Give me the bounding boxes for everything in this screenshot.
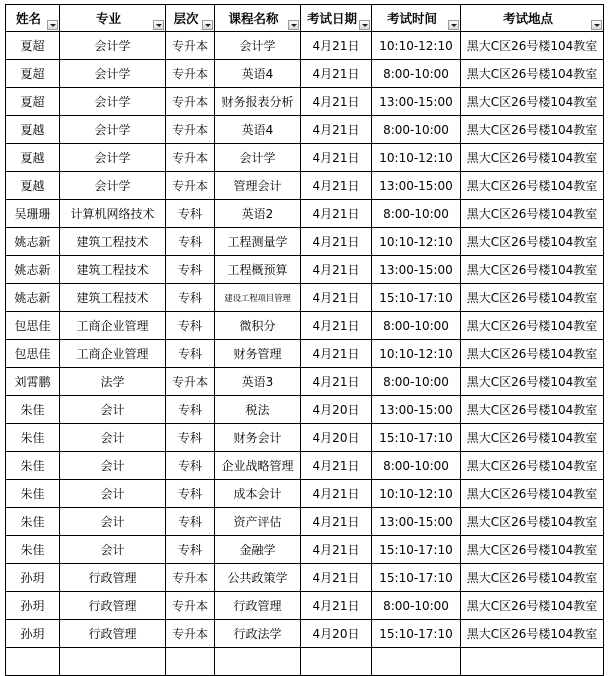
cell-course[interactable]: 会计学: [215, 32, 301, 60]
table-row: [6, 88, 604, 116]
filter-dropdown-icon[interactable]: [448, 20, 459, 30]
table-row: [6, 116, 604, 144]
cell-course[interactable]: 公共政策学: [215, 564, 301, 592]
cell-course[interactable]: 英语2: [215, 200, 301, 228]
cell-major[interactable]: 工商企业管理: [60, 312, 166, 340]
cell-exam-date[interactable]: 4月20日: [301, 424, 372, 452]
cell-major[interactable]: 会计: [60, 508, 166, 536]
header-major: 专业: [60, 5, 166, 32]
cell-exam-location[interactable]: 黑大C区26号楼104教室: [461, 284, 604, 312]
cell-exam-location[interactable]: 黑大C区26号楼104教室: [461, 60, 604, 88]
cell-name[interactable]: 姚志新: [6, 256, 60, 284]
cell-exam-time[interactable]: 13:00-15:00: [372, 256, 461, 284]
cell-course[interactable]: 工程概预算: [215, 256, 301, 284]
cell-exam-time[interactable]: 15:10-17:10: [372, 536, 461, 564]
cell-exam-time[interactable]: 8:00-10:00: [372, 592, 461, 620]
header-level: 层次: [166, 5, 215, 32]
cell-exam-date[interactable]: 4月21日: [301, 340, 372, 368]
cell-exam-location[interactable]: 黑大C区26号楼104教室: [461, 200, 604, 228]
cell-exam-location[interactable]: 黑大C区26号楼104教室: [461, 144, 604, 172]
cell-course[interactable]: 税法: [215, 396, 301, 424]
cell-exam-time[interactable]: 15:10-17:10: [372, 424, 461, 452]
empty-cell: [215, 648, 301, 676]
cell-major[interactable]: 会计学: [60, 172, 166, 200]
cell-name[interactable]: 姚志新: [6, 228, 60, 256]
cell-exam-location[interactable]: 黑大C区26号楼104教室: [461, 564, 604, 592]
cell-exam-location[interactable]: 黑大C区26号楼104教室: [461, 256, 604, 284]
cell-name[interactable]: 夏越: [6, 172, 60, 200]
cell-level[interactable]: 专升本: [166, 368, 215, 396]
cell-exam-date[interactable]: 4月21日: [301, 564, 372, 592]
cell-exam-time[interactable]: 10:10-12:10: [372, 340, 461, 368]
cell-name[interactable]: 吴珊珊: [6, 200, 60, 228]
table-row: [6, 536, 604, 564]
cell-course[interactable]: 成本会计: [215, 480, 301, 508]
cell-exam-date[interactable]: 4月21日: [301, 32, 372, 60]
cell-exam-location[interactable]: 黑大C区26号楼104教室: [461, 88, 604, 116]
cell-exam-location[interactable]: 黑大C区26号楼104教室: [461, 452, 604, 480]
filter-dropdown-icon[interactable]: [47, 20, 58, 30]
cell-name[interactable]: 夏超: [6, 60, 60, 88]
cell-major[interactable]: 会计: [60, 480, 166, 508]
header-course: 课程名称: [215, 5, 301, 32]
table-row: [6, 228, 604, 256]
cell-major[interactable]: 会计学: [60, 60, 166, 88]
cell-exam-date[interactable]: 4月21日: [301, 480, 372, 508]
cell-level[interactable]: 专升本: [166, 564, 215, 592]
filter-dropdown-icon[interactable]: [359, 20, 370, 30]
cell-exam-location[interactable]: 黑大C区26号楼104教室: [461, 172, 604, 200]
cell-exam-time[interactable]: 10:10-12:10: [372, 228, 461, 256]
cell-exam-location[interactable]: 黑大C区26号楼104教室: [461, 536, 604, 564]
cell-exam-date[interactable]: 4月21日: [301, 452, 372, 480]
cell-exam-time[interactable]: 15:10-17:10: [372, 620, 461, 648]
header-exam-time: 考试时间: [372, 5, 461, 32]
header-exam-location: 考试地点: [461, 5, 604, 32]
cell-major[interactable]: 行政管理: [60, 592, 166, 620]
cell-level[interactable]: 专升本: [166, 620, 215, 648]
cell-course[interactable]: 微积分: [215, 312, 301, 340]
cell-exam-location[interactable]: 黑大C区26号楼104教室: [461, 312, 604, 340]
cell-level[interactable]: 专科: [166, 424, 215, 452]
cell-course[interactable]: 财务会计: [215, 424, 301, 452]
cell-exam-time[interactable]: 15:10-17:10: [372, 564, 461, 592]
cell-level[interactable]: 专升本: [166, 116, 215, 144]
cell-exam-time[interactable]: 8:00-10:00: [372, 452, 461, 480]
filter-dropdown-icon[interactable]: [288, 20, 299, 30]
cell-level[interactable]: 专科: [166, 396, 215, 424]
cell-exam-date[interactable]: 4月21日: [301, 536, 372, 564]
cell-major[interactable]: 计算机网络技术: [60, 200, 166, 228]
cell-exam-time[interactable]: 15:10-17:10: [372, 284, 461, 312]
table-row: [6, 508, 604, 536]
table-row: [6, 172, 604, 200]
table-header: [6, 5, 604, 32]
cell-exam-time[interactable]: 13:00-15:00: [372, 508, 461, 536]
empty-cell: [301, 648, 372, 676]
cell-name[interactable]: 刘霄鹏: [6, 368, 60, 396]
cell-name[interactable]: 夏超: [6, 32, 60, 60]
table-row: [6, 312, 604, 340]
cell-exam-date[interactable]: 4月21日: [301, 60, 372, 88]
cell-course[interactable]: 财务管理: [215, 340, 301, 368]
cell-course[interactable]: 英语3: [215, 368, 301, 396]
table-row: [6, 144, 604, 172]
table-row: [6, 284, 604, 312]
cell-level[interactable]: 专科: [166, 452, 215, 480]
table-row-partial: [6, 648, 604, 676]
cell-major[interactable]: 行政管理: [60, 620, 166, 648]
cell-level[interactable]: 专升本: [166, 592, 215, 620]
cell-course[interactable]: 行政法学: [215, 620, 301, 648]
cell-name[interactable]: 朱佳: [6, 424, 60, 452]
cell-exam-date[interactable]: 4月21日: [301, 508, 372, 536]
cell-exam-time[interactable]: 8:00-10:00: [372, 60, 461, 88]
header-row: [6, 5, 604, 32]
cell-exam-date[interactable]: 4月21日: [301, 284, 372, 312]
cell-level[interactable]: 专科: [166, 284, 215, 312]
cell-exam-date[interactable]: 4月21日: [301, 312, 372, 340]
cell-name[interactable]: 朱佳: [6, 480, 60, 508]
cell-major[interactable]: 建筑工程技术: [60, 256, 166, 284]
table-row: [6, 32, 604, 60]
cell-level[interactable]: 专升本: [166, 172, 215, 200]
cell-name[interactable]: 包思佳: [6, 340, 60, 368]
empty-cell: [6, 648, 60, 676]
cell-course[interactable]: 管理会计: [215, 172, 301, 200]
cell-exam-time[interactable]: 10:10-12:10: [372, 480, 461, 508]
cell-level[interactable]: 专升本: [166, 60, 215, 88]
cell-name[interactable]: 夏越: [6, 144, 60, 172]
cell-exam-date[interactable]: 4月21日: [301, 144, 372, 172]
filter-dropdown-icon[interactable]: [591, 20, 602, 30]
cell-exam-time[interactable]: 10:10-12:10: [372, 32, 461, 60]
cell-name[interactable]: 孙玥: [6, 564, 60, 592]
cell-exam-date[interactable]: 4月21日: [301, 228, 372, 256]
cell-exam-location[interactable]: 黑大C区26号楼104教室: [461, 424, 604, 452]
cell-exam-time[interactable]: 13:00-15:00: [372, 172, 461, 200]
cell-exam-date[interactable]: 4月21日: [301, 172, 372, 200]
cell-level[interactable]: 专升本: [166, 88, 215, 116]
cell-exam-date[interactable]: 4月21日: [301, 368, 372, 396]
cell-major[interactable]: 建筑工程技术: [60, 228, 166, 256]
cell-major[interactable]: 会计: [60, 452, 166, 480]
cell-name[interactable]: 包思佳: [6, 312, 60, 340]
exam-schedule-table: [5, 4, 604, 676]
table-row: [6, 424, 604, 452]
cell-major[interactable]: 工商企业管理: [60, 340, 166, 368]
cell-level[interactable]: 专科: [166, 480, 215, 508]
cell-level[interactable]: 专科: [166, 340, 215, 368]
cell-major[interactable]: 会计学: [60, 116, 166, 144]
cell-level[interactable]: 专科: [166, 508, 215, 536]
cell-level[interactable]: 专升本: [166, 32, 215, 60]
cell-name[interactable]: 夏越: [6, 116, 60, 144]
cell-level[interactable]: 专升本: [166, 144, 215, 172]
table-row: [6, 256, 604, 284]
cell-exam-time[interactable]: 8:00-10:00: [372, 116, 461, 144]
cell-level[interactable]: 专科: [166, 312, 215, 340]
cell-course[interactable]: 财务报表分析: [215, 88, 301, 116]
cell-major[interactable]: 会计: [60, 536, 166, 564]
table-row: [6, 592, 604, 620]
cell-exam-location[interactable]: 黑大C区26号楼104教室: [461, 340, 604, 368]
cell-course[interactable]: 资产评估: [215, 508, 301, 536]
cell-name[interactable]: 姚志新: [6, 284, 60, 312]
cell-course[interactable]: 英语4: [215, 60, 301, 88]
cell-name[interactable]: 夏超: [6, 88, 60, 116]
cell-exam-time[interactable]: 10:10-12:10: [372, 144, 461, 172]
empty-cell: [60, 648, 166, 676]
cell-major[interactable]: 会计学: [60, 88, 166, 116]
empty-cell: [166, 648, 215, 676]
table-row: [6, 452, 604, 480]
table-row: [6, 564, 604, 592]
filter-dropdown-icon[interactable]: [202, 20, 213, 30]
cell-name[interactable]: 朱佳: [6, 396, 60, 424]
cell-exam-location[interactable]: 黑大C区26号楼104教室: [461, 32, 604, 60]
cell-exam-time[interactable]: 8:00-10:00: [372, 200, 461, 228]
header-exam-date: 考试日期: [301, 5, 372, 32]
cell-name[interactable]: 孙玥: [6, 620, 60, 648]
cell-exam-location[interactable]: 黑大C区26号楼104教室: [461, 396, 604, 424]
cell-level[interactable]: 专科: [166, 256, 215, 284]
cell-exam-time[interactable]: 8:00-10:00: [372, 368, 461, 396]
empty-cell: [372, 648, 461, 676]
cell-exam-date[interactable]: 4月20日: [301, 396, 372, 424]
cell-course[interactable]: 工程测量学: [215, 228, 301, 256]
cell-exam-location[interactable]: 黑大C区26号楼104教室: [461, 368, 604, 396]
cell-exam-date[interactable]: 4月21日: [301, 256, 372, 284]
cell-exam-time[interactable]: 8:00-10:00: [372, 312, 461, 340]
filter-dropdown-icon[interactable]: [153, 20, 164, 30]
cell-exam-location[interactable]: 黑大C区26号楼104教室: [461, 228, 604, 256]
cell-exam-date[interactable]: 4月21日: [301, 116, 372, 144]
table-row: [6, 396, 604, 424]
cell-major[interactable]: 行政管理: [60, 564, 166, 592]
table-row: [6, 368, 604, 396]
cell-course[interactable]: 英语4: [215, 116, 301, 144]
cell-exam-date[interactable]: 4月20日: [301, 620, 372, 648]
cell-exam-date[interactable]: 4月21日: [301, 200, 372, 228]
header-name: 姓名: [6, 5, 60, 32]
table-row: [6, 340, 604, 368]
cell-name[interactable]: 朱佳: [6, 536, 60, 564]
cell-exam-location[interactable]: 黑大C区26号楼104教室: [461, 116, 604, 144]
cell-course[interactable]: 企业战略管理: [215, 452, 301, 480]
cell-exam-location[interactable]: 黑大C区26号楼104教室: [461, 480, 604, 508]
cell-major[interactable]: 会计学: [60, 144, 166, 172]
table-row: [6, 200, 604, 228]
cell-course[interactable]: 金融学: [215, 536, 301, 564]
cell-level[interactable]: 专科: [166, 228, 215, 256]
table-row: [6, 620, 604, 648]
cell-level[interactable]: 专科: [166, 536, 215, 564]
cell-name[interactable]: 朱佳: [6, 452, 60, 480]
cell-course[interactable]: 会计学: [215, 144, 301, 172]
cell-major[interactable]: 会计学: [60, 32, 166, 60]
empty-cell: [461, 648, 604, 676]
cell-exam-time[interactable]: 13:00-15:00: [372, 396, 461, 424]
table-row: [6, 60, 604, 88]
cell-major[interactable]: 会计: [60, 424, 166, 452]
cell-course[interactable]: 行政管理: [215, 592, 301, 620]
cell-name[interactable]: 孙玥: [6, 592, 60, 620]
cell-exam-date[interactable]: 4月21日: [301, 592, 372, 620]
cell-exam-location[interactable]: 黑大C区26号楼104教室: [461, 620, 604, 648]
cell-course[interactable]: 建设工程项目管理: [215, 284, 301, 312]
cell-level[interactable]: 专科: [166, 200, 215, 228]
cell-major[interactable]: 建筑工程技术: [60, 284, 166, 312]
cell-major[interactable]: 会计: [60, 396, 166, 424]
cell-exam-location[interactable]: 黑大C区26号楼104教室: [461, 508, 604, 536]
cell-exam-location[interactable]: 黑大C区26号楼104教室: [461, 592, 604, 620]
table-body: [6, 32, 604, 676]
cell-major[interactable]: 法学: [60, 368, 166, 396]
table-row: [6, 480, 604, 508]
cell-exam-time[interactable]: 13:00-15:00: [372, 88, 461, 116]
cell-exam-date[interactable]: 4月21日: [301, 88, 372, 116]
cell-name[interactable]: 朱佳: [6, 508, 60, 536]
